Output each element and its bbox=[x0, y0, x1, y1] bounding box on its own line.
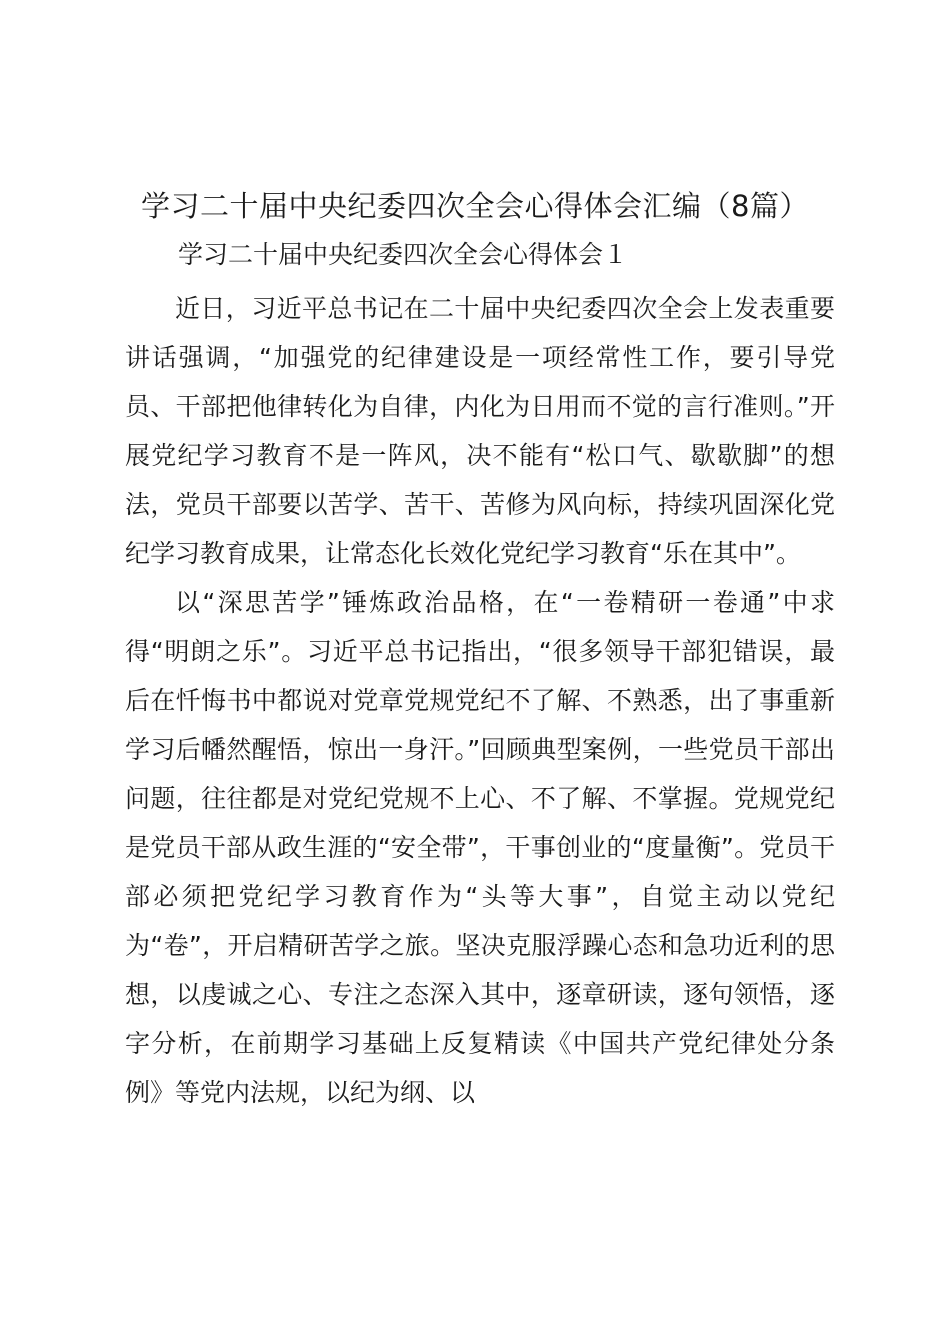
paragraph: 近日，习近平总书记在二十届中央纪委四次全会上发表重要讲话强调，“加强党的纪律建设是一项经常性工作，要引导党员、干部把他律转化为自律，内化为日用而不觉的言行准则。”开展党纪学习教育不是一阵风，决不能有“松口气、歇歇脚”的想法，党员干部要以苦学、苦干、苦修为风向标，持续巩固深化党纪学习教育成果，让常态化长效化党纪学习教育“乐在其中”。 bbox=[125, 294, 835, 568]
document-title: 学习二十届中央纪委四次全会心得体会汇编（8篇） bbox=[141, 189, 809, 223]
document-body bbox=[125, 284, 835, 1117]
section-heading: 学习二十届中央纪委四次全会心得体会１ bbox=[178, 240, 629, 269]
paragraph: 以“深思苦学”锤炼政治品格，在“一卷精研一卷通”中求得“明朗之乐”。习近平总书记指出，“很多领导干部犯错误，最后在忏悔书中都说对党章党规党纪不了解、不熟悉，出了事重新学习后幡然醒悟，惊出一身汗。”回顾典型案例，一些党员干部出问题，往往都是对党纪党规不上心、不了解、不掌握。党规党纪是党员干部从政生涯的“安全带”，干事创业的“度量衡”。党员干部必须把党纪学习教育作为“头等大事”，自觉主动以党纪为“卷”，开启精研苦学之旅。坚决克服浮躁心态和急功近利的思想，以虔诚之心、专注之态深入其中，逐章研读，逐句领悟，逐字分析，在前期学习基础上反复精读《中国共产党纪律处分条例》等党内法规，以纪为纲、以 bbox=[125, 588, 835, 1107]
